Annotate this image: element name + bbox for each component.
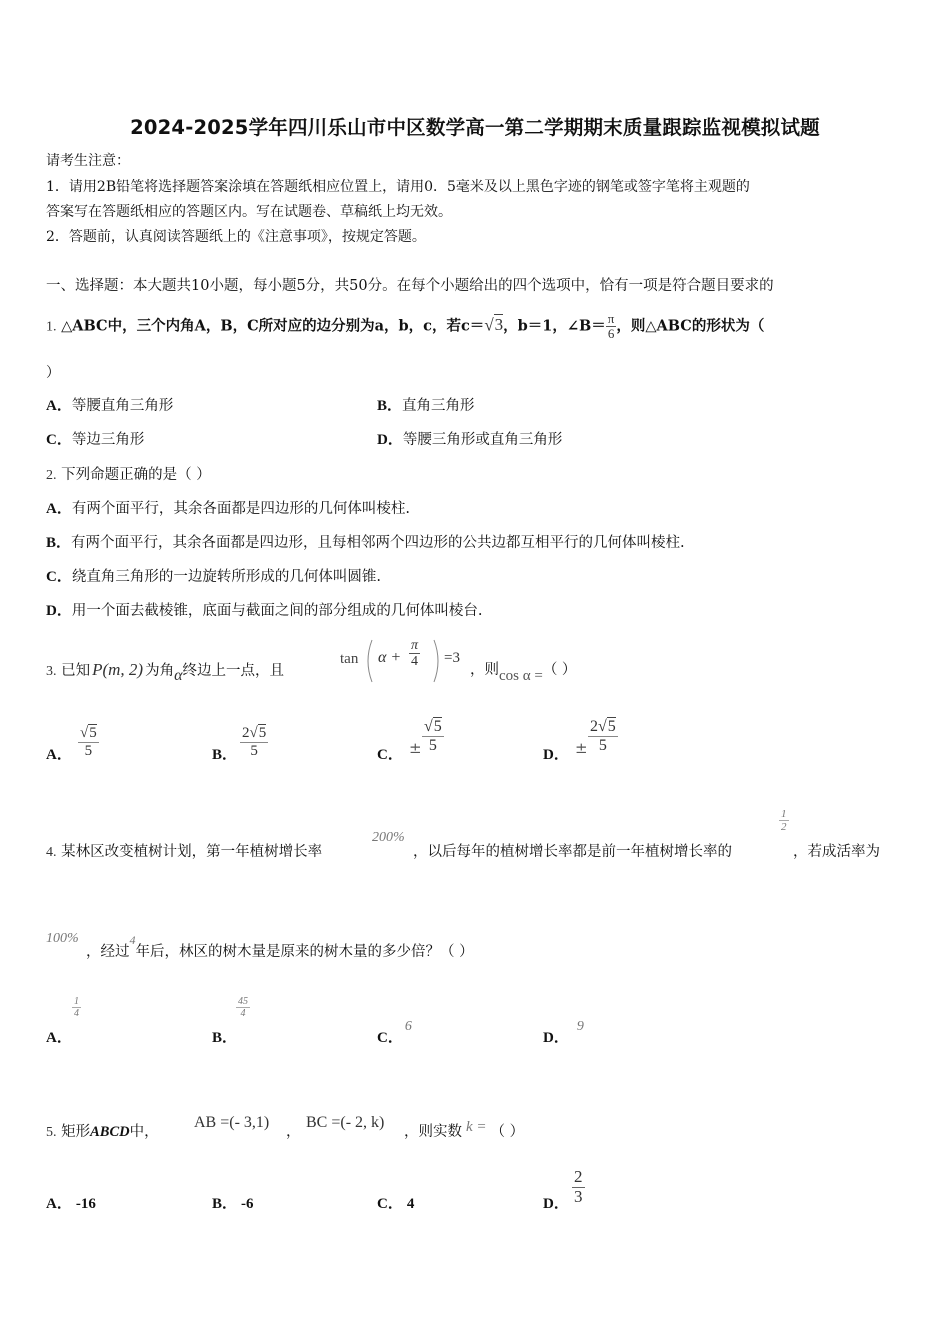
notice-item-1-line-2: 答案写在答题纸相应的答题区内。写在试题卷、草稿纸上均无效。 — [46, 204, 452, 220]
section-1-heading: 一、选择题：本大题共10小题，每小题5分，共50分。在每个小题给出的四个选项中，恰有一项是符合题目要求的 — [46, 278, 774, 294]
q3-option-c[interactable]: C． — [377, 747, 403, 763]
q5-option-c[interactable]: C． 4 — [377, 1196, 415, 1212]
q3-option-a-value: $\frac{√5}{5}$ — [80, 725, 97, 759]
q1-six: 6 — [607, 326, 615, 342]
question-2-number: 2. — [46, 468, 57, 483]
q3-option-a[interactable]: A． — [46, 747, 72, 763]
question-5-text-b: 中， — [129, 1124, 159, 1140]
q1-pi: π — [607, 311, 615, 326]
q4-option-b[interactable]: B． — [212, 1030, 238, 1046]
q5-vector-ab: AB =(- 3,1) — [194, 1114, 270, 1131]
question-1-text-a: △ABC中，三个内角A，B，C所对应的边分别为a，b，c，若c＝ — [61, 317, 485, 335]
q5-option-a[interactable]: A． -16 — [46, 1196, 96, 1212]
question-1-text-c: ，则△ABC的形状为（ — [616, 317, 765, 335]
question-1: 1. △ABC中，三个内角A，B，C所对应的边分别为a，b，c，若c＝√3，b＝1，∠B＝ $\frac{\pi}{6}$ ，则△ABC的形状为（ — [46, 311, 765, 342]
q5-abcd: ABCD — [90, 1124, 130, 1140]
q4-half: $\frac{1}{2}$ — [781, 808, 787, 834]
notice-item-2: 2．答题前，认真阅读答题纸上的《注意事项》，按规定答题。 — [46, 229, 426, 245]
q3-tan-label: tan — [340, 651, 359, 667]
question-5-number: 5. — [46, 1125, 57, 1140]
q3-option-b-value: $\frac{2√5}{5}$ — [242, 725, 267, 759]
question-3-text-a: 已知 — [61, 663, 91, 679]
q5-k: k = — [466, 1119, 487, 1135]
q4-option-a[interactable]: A． — [46, 1030, 72, 1046]
q3-pi-over-4: $\frac{\pi}{4}$ — [411, 638, 419, 670]
q3-option-d[interactable]: D． — [543, 747, 569, 763]
q2-option-b[interactable]: B．有两个面平行，其余各面都是四边形，且每相邻两个四边形的公共边都互相平行的几何体叫棱柱. — [46, 535, 685, 551]
q1-sqrt-3: 3 — [494, 315, 504, 335]
question-4-text-a: 某林区改变植树计划，第一年植树增长率 — [61, 844, 323, 860]
notice-item-1-line-1: 1．请用2B铅笔将选择题答案涂填在答题纸相应位置上，请用0．5毫米及以上黑色字迹的钢笔或签字笔将主观题的 — [46, 179, 750, 195]
q2-option-c[interactable]: C．绕直角三角形的一边旋转所形成的几何体叫圆锥. — [46, 569, 381, 585]
q5-option-b[interactable]: B． -6 — [212, 1196, 254, 1212]
question-3 — [46, 660, 284, 682]
q4-option-c[interactable]: C．6 — [377, 1019, 412, 1046]
question-1-number: 1. — [46, 319, 57, 335]
q4-option-a-value: $\frac{1}{4}$ — [74, 996, 79, 1019]
question-3-number: 3. — [46, 664, 57, 679]
question-2-text: 下列命题正确的是（ ） — [61, 467, 211, 483]
question-4-line-1 — [46, 842, 322, 863]
q3-option-d-value: $\frac{2√5}{5}$ — [590, 718, 616, 754]
q1-option-b[interactable]: B．直角三角形 — [377, 398, 475, 414]
q4-years: 4 — [129, 933, 136, 947]
notice-heading: 请考生注意： — [46, 153, 130, 169]
q4-rate: 200% — [372, 830, 405, 845]
question-5 — [46, 1122, 159, 1143]
q3-option-b[interactable]: B． — [212, 747, 238, 763]
question-4-text-b: ，以后每年的植树增长率都是前一年植树增长率的 — [413, 844, 732, 860]
question-3-text-d: ，则cos α =（ ） — [470, 662, 577, 684]
q5-vector-bc: BC =(- 2, k) — [306, 1114, 385, 1131]
q3-alpha: α — [174, 667, 183, 684]
q3-option-c-pm: ± — [409, 739, 422, 757]
q4-survive-rate: 100% — [46, 931, 79, 946]
q3-alpha-plus: α + — [378, 649, 402, 666]
question-1-text-b: ，b＝1，∠B＝ — [503, 317, 606, 335]
q4-option-d[interactable]: D．9 — [543, 1019, 584, 1046]
question-3-text-b: 为角 — [145, 663, 175, 679]
q1-option-a[interactable]: A．等腰直角三角形 — [46, 398, 174, 414]
q2-option-d[interactable]: D．用一个面去截棱锥，底面与截面之间的部分组成的几何体叫棱台. — [46, 603, 483, 619]
q4-option-b-value: $\frac{45}{4}$ — [238, 996, 248, 1019]
q3-option-d-pm: ± — [575, 739, 588, 757]
exam-title: 2024-2025学年四川乐山市中区数学高一第二学期期末质量跟踪监视模拟试题 — [130, 116, 820, 139]
question-4-text-c: ，若成活率为 — [793, 844, 880, 860]
q2-option-a[interactable]: A．有两个面平行，其余各面都是四边形的几何体叫棱柱. — [46, 501, 410, 517]
q5-option-d-value: $\frac{2}{3}$ — [574, 1167, 583, 1206]
q3-cos-alpha: cos α = — [499, 668, 543, 684]
q1-option-c[interactable]: C．等边三角形 — [46, 432, 145, 448]
q3-point: P(m, 2) — [92, 660, 144, 679]
question-4-line-2: ，经过$^4$年后，林区的树木量是原来的树木量的多少倍？（ ） — [86, 933, 474, 960]
question-2 — [46, 465, 211, 486]
q3-equals-3: =3 — [444, 650, 460, 666]
question-4-number: 4. — [46, 845, 57, 860]
q5-option-d[interactable]: D． — [543, 1196, 569, 1212]
question-1-close: ） — [46, 365, 60, 381]
q1-option-d[interactable]: D．等腰三角形或直角三角形 — [377, 432, 563, 448]
question-3-text-e: （ ） — [542, 662, 577, 678]
q3-option-c-value: $\frac{√5}{5}$ — [424, 718, 442, 754]
question-5-text-a: 矩形 — [61, 1124, 91, 1140]
question-5-text-c: ，则实数 k = （ ） — [404, 1119, 525, 1140]
question-3-text-c: 终边上一点，且 — [182, 663, 284, 679]
q5-comma: ， — [286, 1124, 301, 1140]
